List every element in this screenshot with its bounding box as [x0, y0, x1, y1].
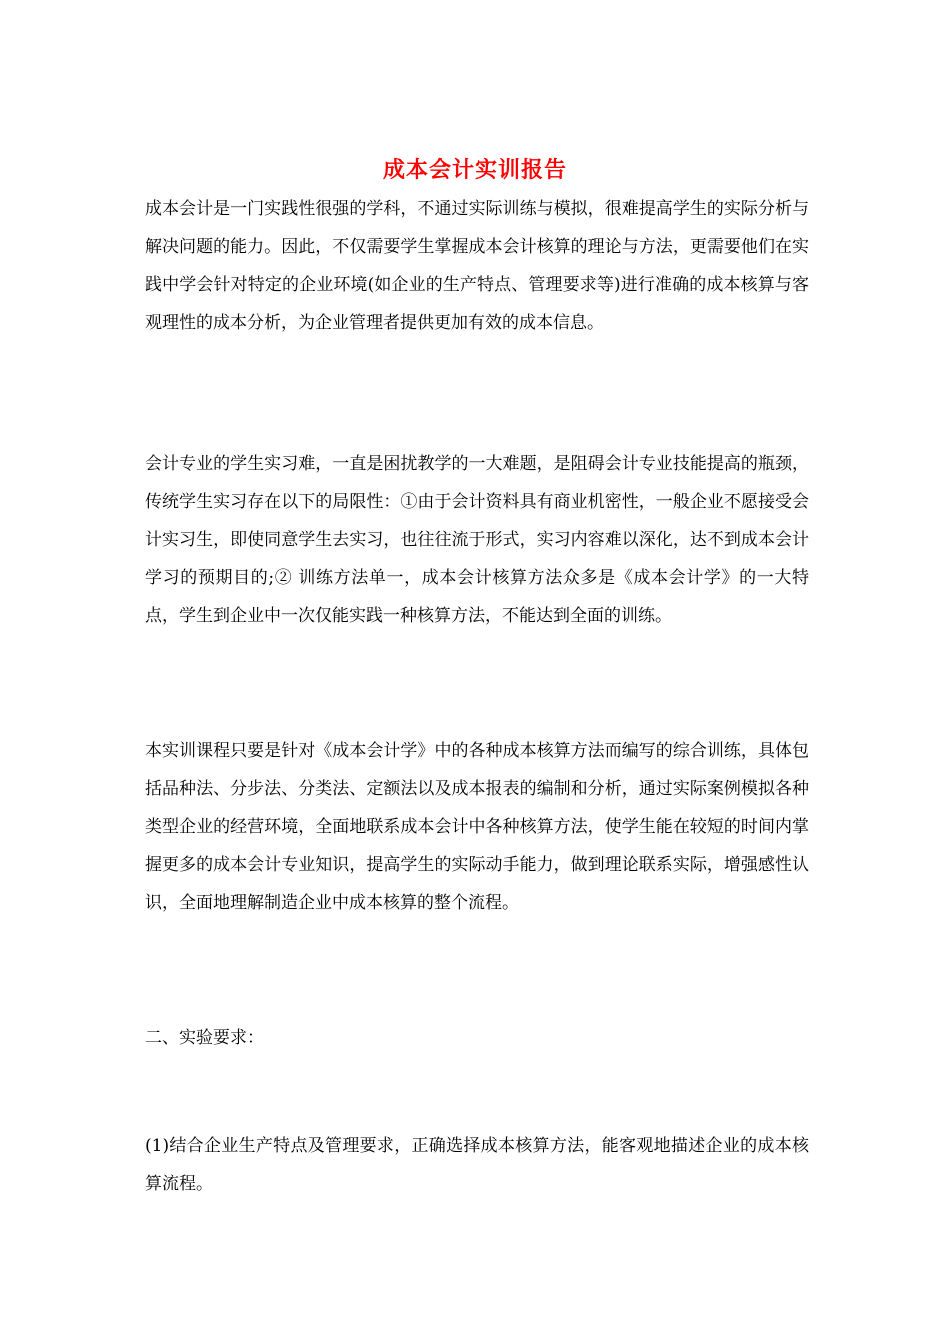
paragraph-requirement-1: (1)结合企业生产特点及管理要求，正确选择成本核算方法，能客观地描述企业的成本核算流程。: [145, 1136, 809, 1194]
paragraph-course: 本实训课程只要是针对《成本会计学》中的各种成本核算方法而编写的综合训练，具体包括品种法、分步法、分类法、定额法以及成本报表的编制和分析，通过实际案例模拟各种类型企业的经营环境，全面地联系成本会计中各种核算方法，使学生能在较短的时间内掌握更多的成本会计专业知识，提高学生的实际动手能力，做到理论联系实际，增强感性认识，全面地理解制造企业中成本核算的整个流程。: [145, 741, 809, 913]
paragraph-intro: 成本会计是一门实践性很强的学科，不通过实际训练与模拟，很难提高学生的实际分析与解决问题的能力。因此，不仅需要学生掌握成本会计核算的理论与方法，更需要他们在实践中学会针对特定的企业环境(如企业的生产特点、管理要求等)进行准确的成本核算与客观理性的成本分析，为企业管理者提供更加有效的成本信息。: [145, 199, 809, 333]
paragraph-internship: 会计专业的学生实习难，一直是困扰教学的一大难题，是阻碍会计专业技能提高的瓶颈，传统学生实习存在以下的局限性：①由于会计资料具有商业机密性，一般企业不愿接受会计实习生，即使同意学生去实习，也往往流于形式，实习内容难以深化，达不到成本会计学习的预期目的;② 训练方法单一，成本会计核算方法众多是《成本会计学》的一大特点，学生到企业中一次仅能实践一种核算方法，不能达到全面的训练。: [145, 454, 809, 626]
document-title: 成本会计实训报告: [382, 157, 567, 183]
section-heading-requirements: 二、实验要求：: [145, 1028, 264, 1048]
